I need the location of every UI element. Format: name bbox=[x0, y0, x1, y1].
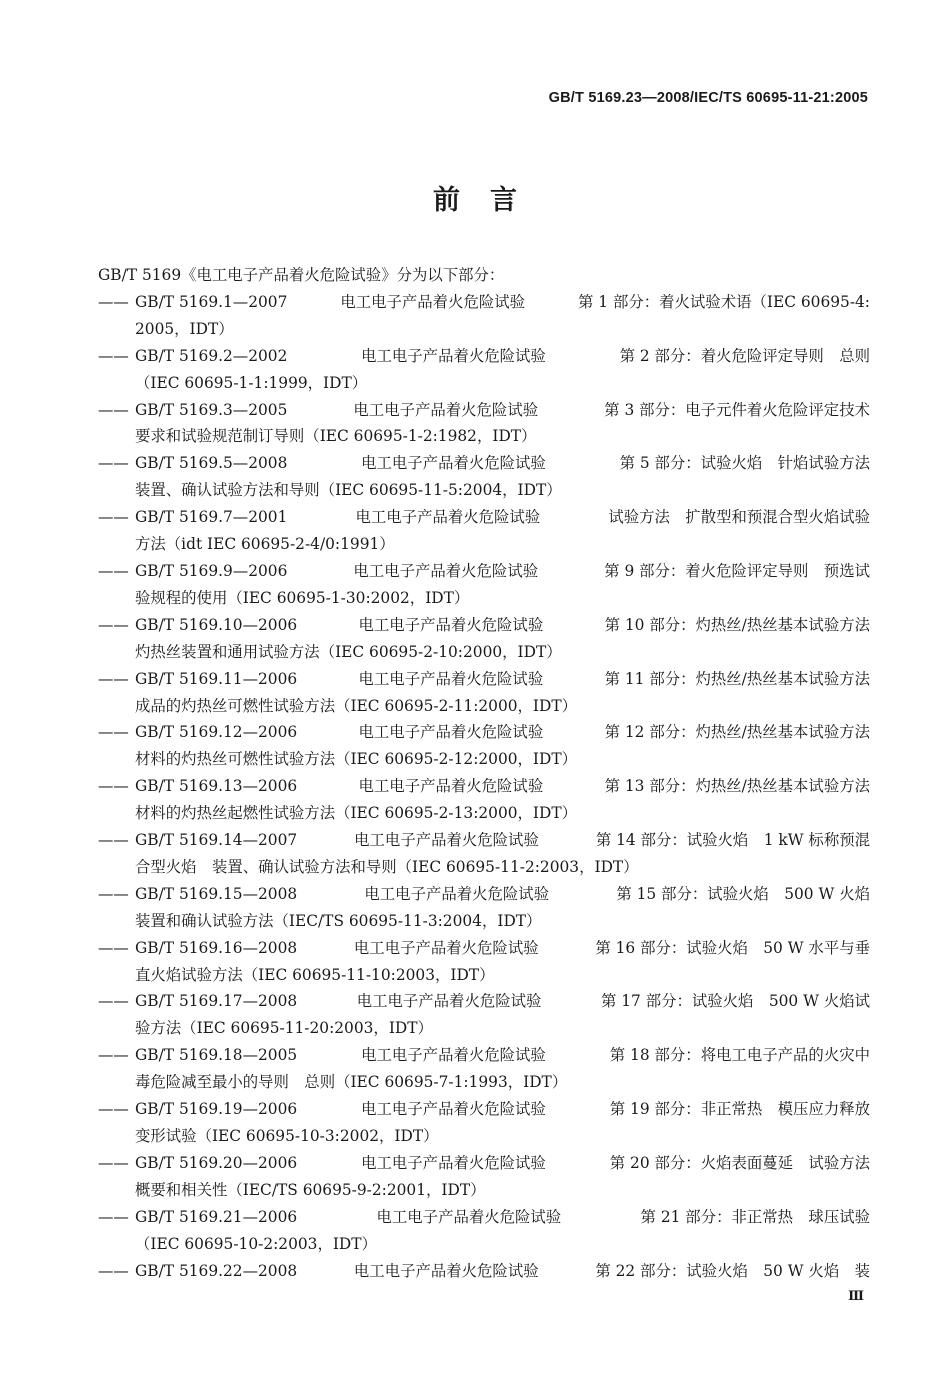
entry-dash: —— bbox=[98, 938, 129, 957]
entry-code: GB/T 5169.18—2005 bbox=[135, 1046, 298, 1065]
entry-part: 第 15 部分：试验火焰 500 W 火焰 bbox=[616, 884, 870, 903]
entry-part: 第 12 部分：灼热丝/热丝基本试验方法 bbox=[604, 723, 870, 742]
entry-name: 电工电子产品着火危险试验 bbox=[358, 615, 544, 634]
entry-dash: —— bbox=[98, 292, 129, 311]
entry-part: 第 20 部分：火焰表面蔓延 试验方法 bbox=[609, 1153, 870, 1172]
entry-part: 第 18 部分：将电工电子产品的火灾中 bbox=[609, 1046, 870, 1065]
entry-part: 第 17 部分：试验火焰 500 W 火焰试 bbox=[600, 992, 870, 1011]
entry-dash: —— bbox=[98, 1153, 129, 1172]
entry-dash: —— bbox=[98, 1100, 129, 1119]
entry-name: 电工电子产品着火危险试验 bbox=[361, 346, 546, 365]
standard-entry bbox=[98, 881, 870, 935]
entry-continuation: 要求和试验规范制订导则（IEC 60695-1-2:1982，IDT） bbox=[135, 427, 537, 446]
entry-dash: —— bbox=[98, 561, 129, 580]
entry-dash: —— bbox=[98, 884, 129, 903]
entry-dash: —— bbox=[98, 992, 129, 1011]
document-body bbox=[98, 262, 870, 1284]
entry-dash: —— bbox=[98, 831, 129, 850]
standard-entry bbox=[98, 450, 870, 504]
entry-dash: —— bbox=[98, 1261, 129, 1280]
entry-part: 第 22 部分：试验火焰 50 W 火焰 装 bbox=[595, 1261, 870, 1280]
entry-dash: —— bbox=[98, 723, 129, 742]
entry-name: 电工电子产品着火危险试验 bbox=[376, 1207, 562, 1226]
entry-dash: —— bbox=[98, 400, 129, 419]
entry-continuation: 装置和确认试验方法（IEC/TS 60695-11-3:2004，IDT） bbox=[135, 911, 542, 930]
entry-dash: —— bbox=[98, 1207, 129, 1226]
entry-first-line bbox=[98, 1042, 870, 1069]
entry-code: GB/T 5169.3—2005 bbox=[135, 400, 288, 419]
entry-first-line bbox=[98, 343, 870, 370]
entry-part: 第 1 部分：着火试验术语（IEC 60695-4: bbox=[578, 292, 870, 311]
entry-name: 电工电子产品着火危险试验 bbox=[353, 561, 539, 580]
entry-code: GB/T 5169.22—2008 bbox=[135, 1261, 298, 1280]
standard-entry bbox=[98, 719, 870, 773]
entry-part: 第 19 部分：非正常热 模压应力释放 bbox=[609, 1100, 870, 1119]
standard-entry bbox=[98, 1150, 870, 1204]
entry-part: 第 9 部分：着火危险评定导则 预选试 bbox=[604, 561, 870, 580]
entry-dash: —— bbox=[98, 454, 129, 473]
entry-first-line bbox=[98, 719, 870, 746]
entry-continuation: 概要和相关性（IEC/TS 60695-9-2:2001，IDT） bbox=[135, 1180, 486, 1199]
entry-code: GB/T 5169.21—2006 bbox=[135, 1207, 298, 1226]
standard-entry bbox=[98, 827, 870, 881]
intro-paragraph: GB/T 5169《电工电子产品着火危险试验》分为以下部分： bbox=[98, 266, 505, 284]
entry-first-line bbox=[98, 504, 870, 531]
entry-continuation: （IEC 60695-1-1:1999，IDT） bbox=[135, 373, 368, 392]
entry-part: 第 14 部分：试验火焰 1 kW 标称预混 bbox=[595, 831, 870, 850]
entry-name: 电工电子产品着火危险试验 bbox=[353, 938, 539, 957]
entry-name: 电工电子产品着火危险试验 bbox=[358, 777, 544, 796]
entry-continuation: 直火焰试验方法（IEC 60695-11-10:2003，IDT） bbox=[135, 965, 495, 984]
entry-first-line bbox=[98, 397, 870, 424]
entry-code: GB/T 5169.16—2008 bbox=[135, 938, 298, 957]
entry-dash: —— bbox=[98, 777, 129, 796]
entry-continuation: 合型火焰 装置、确认试验方法和导则（IEC 60695-11-2:2003，IDT） bbox=[135, 857, 639, 876]
entry-name: 电工电子产品着火危险试验 bbox=[361, 1046, 546, 1065]
standard-entry bbox=[98, 397, 870, 451]
entry-continuation: 验规程的使用（IEC 60695-1-30:2002，IDT） bbox=[135, 588, 470, 607]
standard-entry bbox=[98, 988, 870, 1042]
entry-first-line bbox=[98, 612, 870, 639]
entry-first-line bbox=[98, 450, 870, 477]
entry-part: 第 21 部分：非正常热 球压试验 bbox=[640, 1207, 870, 1226]
entry-part: 第 2 部分：着火危险评定导则 总则 bbox=[619, 346, 870, 365]
entry-code: GB/T 5169.20—2006 bbox=[135, 1153, 298, 1172]
entry-code: GB/T 5169.5—2008 bbox=[135, 454, 288, 473]
standard-entry bbox=[98, 1096, 870, 1150]
entry-part: 第 11 部分：灼热丝/热丝基本试验方法 bbox=[604, 669, 870, 688]
entry-code: GB/T 5169.15—2008 bbox=[135, 884, 298, 903]
entry-code: GB/T 5169.11—2006 bbox=[135, 669, 298, 688]
entry-name: 电工电子产品着火危险试验 bbox=[353, 1261, 539, 1280]
entry-continuation: 灼热丝装置和通用试验方法（IEC 60695-2-10:2000，IDT） bbox=[135, 642, 562, 661]
standard-code-header: GB/T 5169.23—2008/IEC/TS 60695-11-21:2005 bbox=[548, 90, 868, 106]
page-number: Ⅲ bbox=[848, 1289, 864, 1304]
entry-first-line bbox=[98, 1258, 870, 1285]
entry-part: 第 13 部分：灼热丝/热丝基本试验方法 bbox=[604, 777, 870, 796]
standard-entry bbox=[98, 558, 870, 612]
entry-dash: —— bbox=[98, 508, 129, 527]
entry-first-line bbox=[98, 666, 870, 693]
standard-entry bbox=[98, 343, 870, 397]
entry-code: GB/T 5169.2—2002 bbox=[135, 346, 288, 365]
standard-entry bbox=[98, 1204, 870, 1258]
entry-name: 电工电子产品着火危险试验 bbox=[364, 884, 550, 903]
page-title: 前言 bbox=[433, 185, 547, 216]
entry-continuation: 验方法（IEC 60695-11-20:2003，IDT） bbox=[135, 1019, 433, 1038]
entry-code: GB/T 5169.1—2007 bbox=[135, 292, 288, 311]
entry-dash: —— bbox=[98, 669, 129, 688]
entry-part: 第 10 部分：灼热丝/热丝基本试验方法 bbox=[604, 615, 870, 634]
entry-code: GB/T 5169.13—2006 bbox=[135, 777, 298, 796]
entry-first-line bbox=[98, 289, 870, 316]
entry-part: 第 3 部分：电子元件着火危险评定技术 bbox=[604, 400, 870, 419]
entry-name: 电工电子产品着火危险试验 bbox=[355, 508, 541, 527]
standard-entry bbox=[98, 666, 870, 720]
standard-entry bbox=[98, 504, 870, 558]
standard-entry bbox=[98, 612, 870, 666]
entry-continuation: 2005，IDT） bbox=[135, 319, 234, 338]
entry-first-line bbox=[98, 827, 870, 854]
entry-name: 电工电子产品着火危险试验 bbox=[353, 400, 539, 419]
entry-first-line bbox=[98, 881, 870, 908]
entry-first-line bbox=[98, 1096, 870, 1123]
standard-entry bbox=[98, 1042, 870, 1096]
entry-code: GB/T 5169.9—2006 bbox=[135, 561, 288, 580]
entry-first-line bbox=[98, 558, 870, 585]
entry-code: GB/T 5169.10—2006 bbox=[135, 615, 298, 634]
entry-name: 电工电子产品着火危险试验 bbox=[358, 669, 544, 688]
standard-entry bbox=[98, 1258, 870, 1285]
entry-dash: —— bbox=[98, 615, 129, 634]
entry-code: GB/T 5169.19—2006 bbox=[135, 1100, 298, 1119]
entry-part: 第 16 部分：试验火焰 50 W 水平与垂 bbox=[595, 938, 870, 957]
entry-first-line bbox=[98, 935, 870, 962]
entry-continuation: 成品的灼热丝可燃性试验方法（IEC 60695-2-11:2000，IDT） bbox=[135, 696, 578, 715]
standard-entry bbox=[98, 289, 870, 343]
entry-continuation: （IEC 60695-10-2:2003，IDT） bbox=[135, 1234, 377, 1253]
entry-continuation: 材料的灼热丝起燃性试验方法（IEC 60695-2-13:2000，IDT） bbox=[135, 804, 578, 823]
entry-continuation: 材料的灼热丝可燃性试验方法（IEC 60695-2-12:2000，IDT） bbox=[135, 750, 578, 769]
entry-name: 电工电子产品着火危险试验 bbox=[361, 454, 546, 473]
entry-first-line bbox=[98, 988, 870, 1015]
standards-list bbox=[98, 289, 870, 1285]
entry-part: 第 5 部分：试验火焰 针焰试验方法 bbox=[619, 454, 870, 473]
entry-code: GB/T 5169.7—2001 bbox=[135, 508, 288, 527]
standard-entry bbox=[98, 773, 870, 827]
entry-name: 电工电子产品着火危险试验 bbox=[358, 723, 544, 742]
entry-first-line bbox=[98, 773, 870, 800]
entry-name: 电工电子产品着火危险试验 bbox=[354, 831, 539, 850]
entry-name: 电工电子产品着火危险试验 bbox=[361, 1153, 546, 1172]
entry-continuation: 变形试验（IEC 60695-10-3:2002，IDT） bbox=[135, 1127, 439, 1145]
entry-name: 电工电子产品着火危险试验 bbox=[340, 292, 526, 311]
entry-name: 电工电子产品着火危险试验 bbox=[361, 1100, 546, 1119]
entry-part: 试验方法 扩散型和预混合型火焰试验 bbox=[608, 508, 870, 527]
entry-code: GB/T 5169.12—2006 bbox=[135, 723, 298, 742]
entry-continuation: 方法（idt IEC 60695-2-4/0:1991） bbox=[135, 535, 395, 554]
entry-name: 电工电子产品着火危险试验 bbox=[356, 992, 542, 1011]
entry-first-line bbox=[98, 1204, 870, 1231]
entry-code: GB/T 5169.17—2008 bbox=[135, 992, 298, 1011]
entry-continuation: 装置、确认试验方法和导则（IEC 60695-11-5:2004，IDT） bbox=[135, 481, 562, 500]
entry-first-line bbox=[98, 1150, 870, 1177]
entry-dash: —— bbox=[98, 346, 129, 365]
standard-entry bbox=[98, 935, 870, 989]
entry-code: GB/T 5169.14—2007 bbox=[135, 831, 298, 850]
entry-dash: —— bbox=[98, 1046, 129, 1065]
entry-continuation: 毒危险减至最小的导则 总则（IEC 60695-7-1:1993，IDT） bbox=[135, 1073, 568, 1092]
